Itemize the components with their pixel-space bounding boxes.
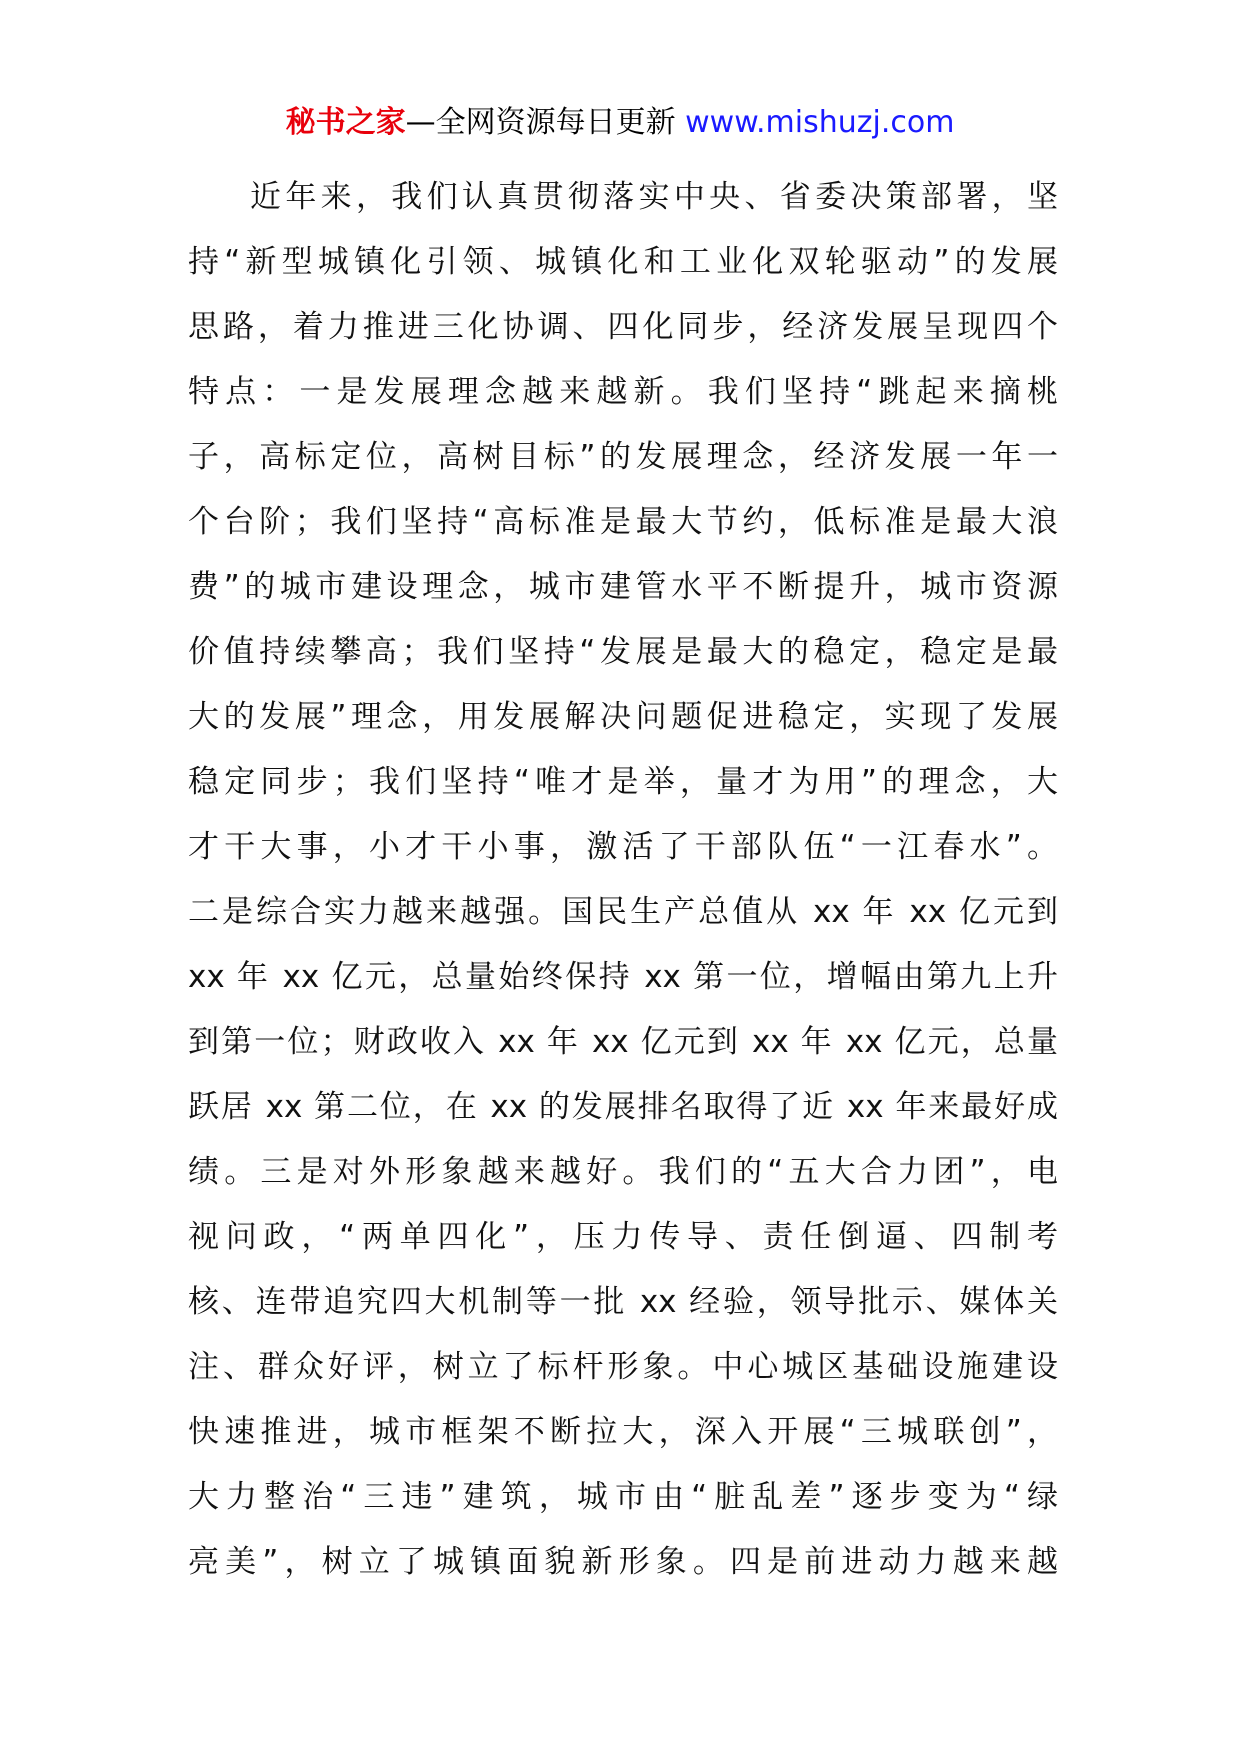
paragraph-line: 绩。三是对外形象越来越好。我们的“五大合力团”，电 [188,1154,1058,1190]
paragraph-line: 才干大事，小才干小事，激活了干部队伍“一江春水”。 [188,829,1058,865]
paragraph-line: 子，高标定位，高树目标”的发展理念，经济发展一年一 [188,439,1058,475]
website-link[interactable]: www.mishuzj.com [685,105,955,140]
paragraph-line: 到第一位；财政收入 xx 年 xx 亿元到 xx 年 xx 亿元，总量 [188,1024,1058,1060]
paragraph-line: 稳定同步；我们坚持“唯才是举，量才为用”的理念，大 [188,764,1058,800]
paragraph-line: 近年来，我们认真贯彻落实中央、省委决策部署，坚 [250,179,1058,215]
paragraph-line: 价值持续攀高；我们坚持“发展是最大的稳定，稳定是最 [188,634,1058,670]
paragraph-line: 跃居 xx 第二位，在 xx 的发展排名取得了近 xx 年来最好成 [188,1089,1058,1125]
paragraph-line: 核、连带追究四大机制等一批 xx 经验，领导批示、媒体关 [188,1284,1058,1320]
paragraph-line: 二是综合实力越来越强。国民生产总值从 xx 年 xx 亿元到 [188,894,1058,930]
paragraph-line: 思路，着力推进三化协调、四化同步，经济发展呈现四个 [188,309,1058,345]
paragraph-line: 快速推进，城市框架不断拉大，深入开展“三城联创”， [188,1414,1058,1450]
paragraph-line: 大的发展”理念，用发展解决问题促进稳定，实现了发展 [188,699,1058,735]
paragraph-line: 注、群众好评，树立了标杆形象。中心城区基础设施建设 [188,1349,1058,1385]
header-tagline: —全网资源每日更新 [405,105,686,140]
paragraph-line: 视问政，“两单四化”，压力传导、责任倒逼、四制考 [188,1219,1058,1255]
paragraph-line: 亮美”，树立了城镇面貌新形象。四是前进动力越来越 [188,1544,1058,1580]
page-header [0,100,1240,146]
document-body [188,165,1058,1595]
paragraph-line: 持“新型城镇化引领、城镇化和工业化双轮驱动”的发展 [188,244,1058,280]
paragraph-line: 个台阶；我们坚持“高标准是最大节约，低标准是最大浪 [188,504,1058,540]
paragraph-line: 特点：一是发展理念越来越新。我们坚持“跳起来摘桃 [188,374,1058,410]
paragraph-line: xx 年 xx 亿元，总量始终保持 xx 第一位，增幅由第九上升 [188,959,1058,995]
paragraph-line: 大力整治“三违”建筑，城市由“脏乱差”逐步变为“绿 [188,1479,1058,1515]
paragraph-line: 费”的城市建设理念，城市建管水平不断提升，城市资源 [188,569,1058,605]
brand-name: 秘书之家 [285,105,406,140]
